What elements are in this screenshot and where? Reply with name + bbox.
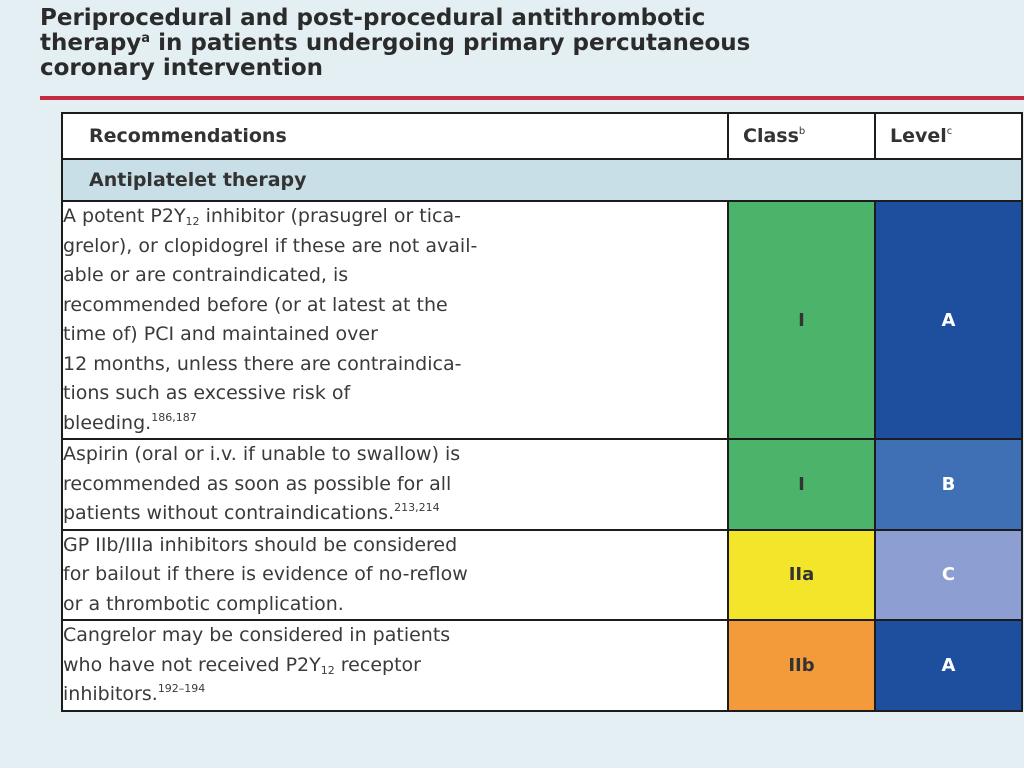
recommendation-line: for bailout if there is evidence of no-reflow [63,563,468,585]
reference-superscript: 186,187 [151,410,197,424]
section-row [62,159,1022,201]
class-cell: I [728,439,875,530]
recommendations-table [61,112,1023,712]
recommendation-cell [62,201,728,439]
recommendation-cell [62,620,728,711]
recommendation-line: 12 months, unless there are contraindica- [63,352,462,375]
table-header-row [62,113,1022,159]
title-text: in patients undergoing primary percutaneous [150,30,751,56]
reference-superscript: 213,214 [394,501,440,514]
title-line-1: Periprocedural and post-procedural antithrombotic [40,5,706,31]
page-title [40,6,1024,81]
level-cell: B [875,439,1022,530]
title-line-3: coronary intervention [40,55,324,81]
header-footnote-mark: b [798,126,806,137]
recommendation-line: or a thrombotic complication. [63,592,344,615]
bottom-edge [0,758,1024,768]
reference-superscript: 192–194 [157,682,206,695]
level-cell: A [875,201,1022,439]
subscript: 12 [185,215,200,228]
recommendation-line: bleeding.$^{186,187}$ [63,410,197,434]
title-line-2 [40,31,1024,56]
recommendation-line: inhibitors.$^{192-194}$ [63,682,206,705]
table-row [62,620,1022,711]
recommendation-line: Cangrelor may be considered in patients [63,624,451,646]
recommendation-line: A potent $P2Y_{12}$ inhibitor (prasugrel or tica- [63,205,461,228]
recommendation-line: patients without contraindications.$^{213,214}$ [63,501,440,524]
recommendation-line: who have not received $P2Y_{12}$ receptor [63,653,421,677]
recommendation-line: able or are contraindicated, is [63,264,349,286]
recommendation-cell [62,530,728,621]
recommendation-line: grelor), or clopidogrel if these are not avail- [63,234,478,257]
header-level [875,113,1022,159]
title-footnote-mark: a [141,31,151,46]
header-recommendations [62,113,728,159]
table-row [62,439,1022,530]
recommendation-line: Aspirin (oral or i.v. if unable to swallow) is [63,443,461,465]
recommendation-line: recommended as soon as possible for all [63,472,452,495]
header-footnote-mark: c [946,126,953,137]
title-word: therapy [40,30,142,56]
recommendation-cell [62,439,728,530]
title-divider [40,96,1024,100]
section-heading: Antiplatelet therapy [62,159,1022,201]
header-label: Recommendations [89,125,287,147]
level-cell: C [875,530,1022,621]
recommendation-line: tions such as excessive risk of [63,382,351,404]
header-class [728,113,875,159]
recommendation-line: time of) PCI and maintained over [63,323,378,345]
header-label: Level [890,125,947,147]
class-cell: I [728,201,875,439]
table-row [62,201,1022,439]
header-label: Class [743,125,799,147]
table-row [62,530,1022,621]
recommendation-line: recommended before (or at latest at the [63,293,448,316]
class-cell: IIa [728,530,875,621]
recommendation-line: GP IIb/IIIa inhibitors should be considered [63,533,458,556]
subscript: 12 [320,663,335,677]
level-cell: A [875,620,1022,711]
class-cell: IIb [728,620,875,711]
